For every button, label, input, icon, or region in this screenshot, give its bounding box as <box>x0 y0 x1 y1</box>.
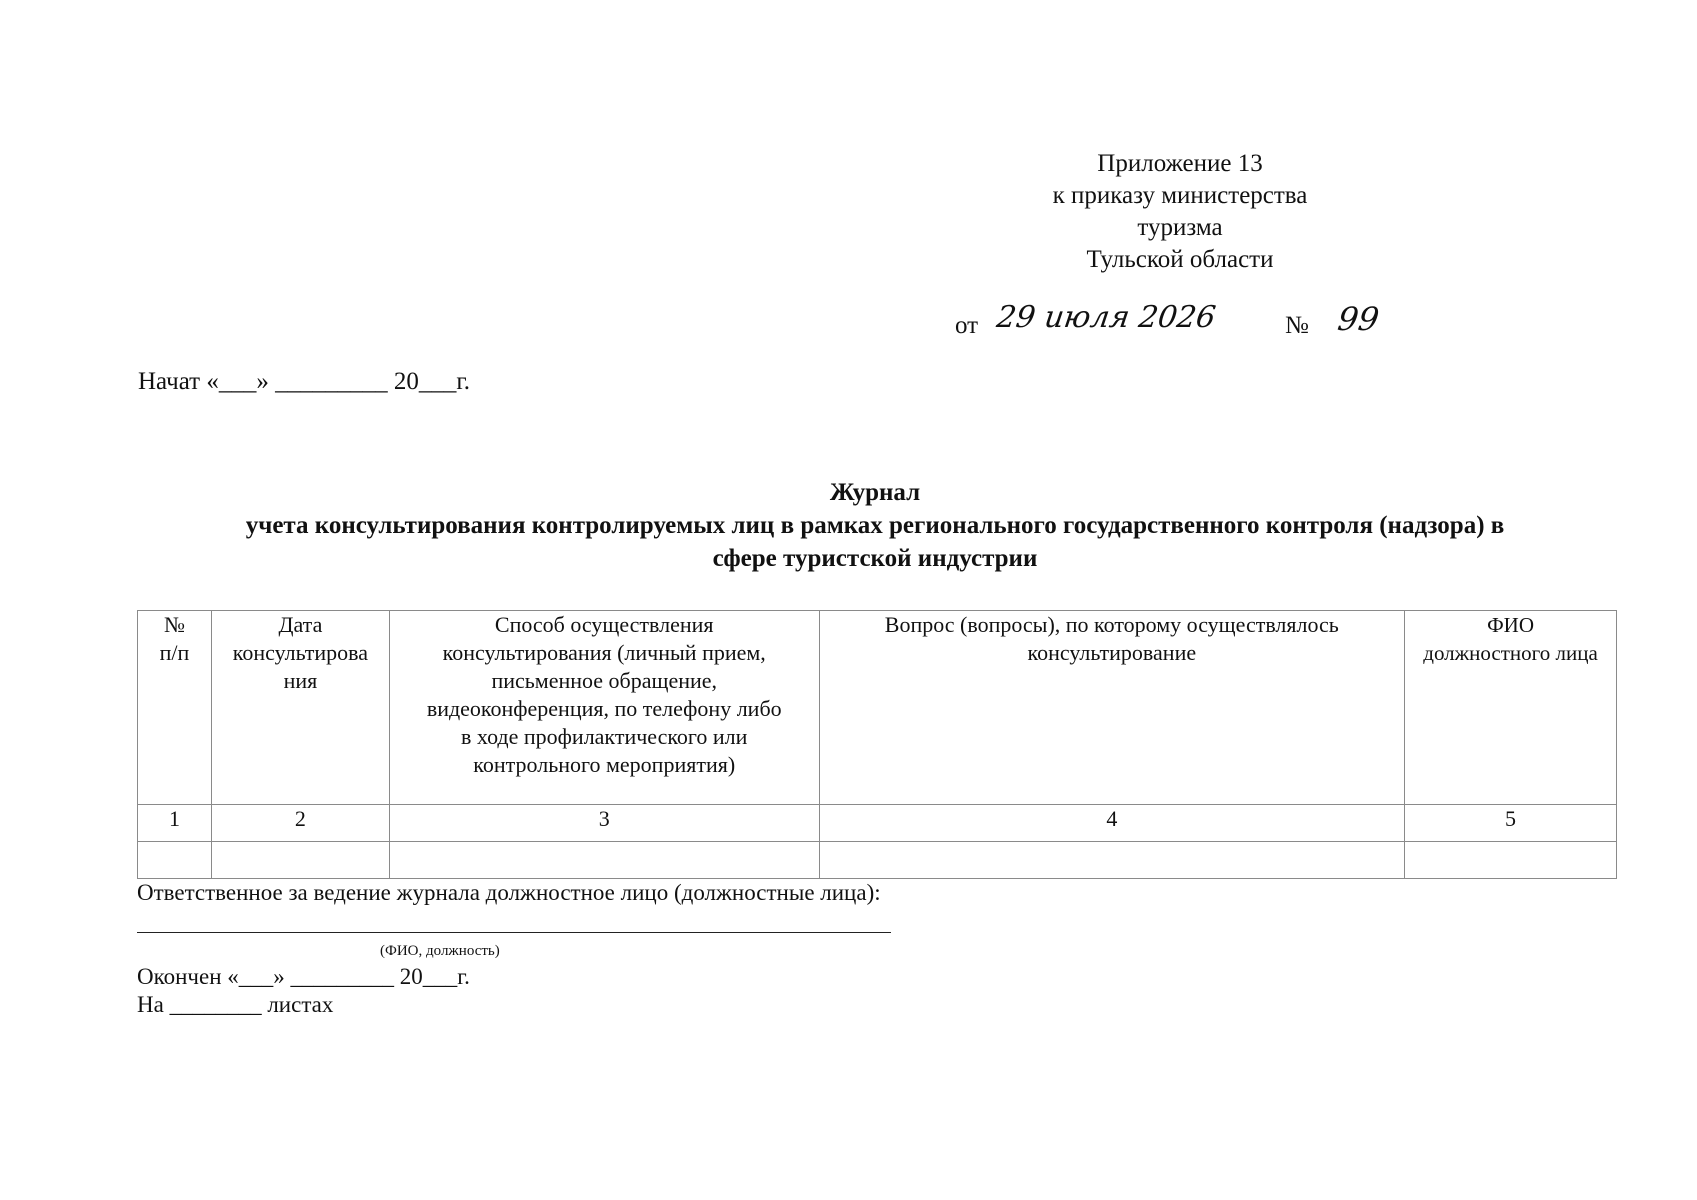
header-date-line-1: Дата <box>278 612 323 637</box>
header-method-line-1: Способ осуществления <box>494 612 714 637</box>
started-date-line: Начат «___» _________ 20___г. <box>138 368 471 395</box>
order-number-sign: № <box>1285 312 1309 339</box>
appendix-block <box>960 148 1400 276</box>
appendix-order-ref: к приказу министерства <box>1052 182 1308 209</box>
column-number-5: 5 <box>1405 805 1617 842</box>
header-date <box>211 611 389 805</box>
order-date-handwritten: 29 июля 2026 <box>994 300 1218 335</box>
journal-table <box>137 610 1617 879</box>
document-title <box>140 476 1610 575</box>
header-method-line-6: контрольного мероприятия) <box>473 752 736 777</box>
header-question <box>819 611 1404 805</box>
header-method-line-2: консультирования (личный прием, <box>442 640 766 665</box>
empty-cell <box>389 842 819 879</box>
appendix-ministry: туризма <box>1137 214 1223 241</box>
table-row <box>138 842 1617 879</box>
table-header-row <box>138 611 1617 805</box>
empty-cell <box>211 842 389 879</box>
signature-line <box>137 932 891 933</box>
title-line-3: сфере туристской индустрии <box>712 545 1038 572</box>
order-date-prefix: от <box>955 312 979 339</box>
empty-cell <box>138 842 212 879</box>
header-date-line-2: консультирова <box>232 640 369 665</box>
header-method <box>389 611 819 805</box>
sheets-count-line: На ________ листах <box>137 992 334 1017</box>
appendix-number: Приложение 13 <box>1097 150 1263 177</box>
header-question-line-1: Вопрос (вопросы), по которому осуществлялось <box>884 612 1339 637</box>
order-number-handwritten: 99 <box>1335 300 1382 338</box>
appendix-region: Тульской области <box>1086 246 1274 273</box>
header-official <box>1405 611 1617 805</box>
header-number <box>138 611 212 805</box>
empty-cell <box>1405 842 1617 879</box>
finished-date-line: Окончен «___» _________ 20___г. <box>137 964 470 989</box>
header-official-line-2: должностного лица <box>1423 641 1598 665</box>
empty-cell <box>819 842 1404 879</box>
table-column-numbers-row <box>138 805 1617 842</box>
column-number-3: 3 <box>389 805 819 842</box>
header-number-sign: № <box>163 612 185 637</box>
header-question-line-2: консультирование <box>1027 640 1197 665</box>
header-method-line-5: в ходе профилактического или <box>461 724 748 749</box>
header-method-line-3: письменное обращение, <box>491 668 718 693</box>
header-number-pp: п/п <box>159 640 190 665</box>
title-line-2: учета консультирования контролируемых лиц в рамках регионального государственного контроля (надзора) в <box>245 512 1505 539</box>
column-number-2: 2 <box>211 805 389 842</box>
responsible-official-label: Ответственное за ведение журнала должностное лицо (должностные лица): <box>137 880 881 905</box>
header-date-line-3: ния <box>283 668 318 693</box>
column-number-1: 1 <box>138 805 212 842</box>
header-method-line-4: видеоконференция, по телефону либо <box>426 696 782 721</box>
signature-caption: (ФИО, должность) <box>380 943 500 959</box>
title-line-1: Журнал <box>829 479 921 506</box>
header-official-line-1: ФИО <box>1487 613 1534 637</box>
column-number-4: 4 <box>819 805 1404 842</box>
